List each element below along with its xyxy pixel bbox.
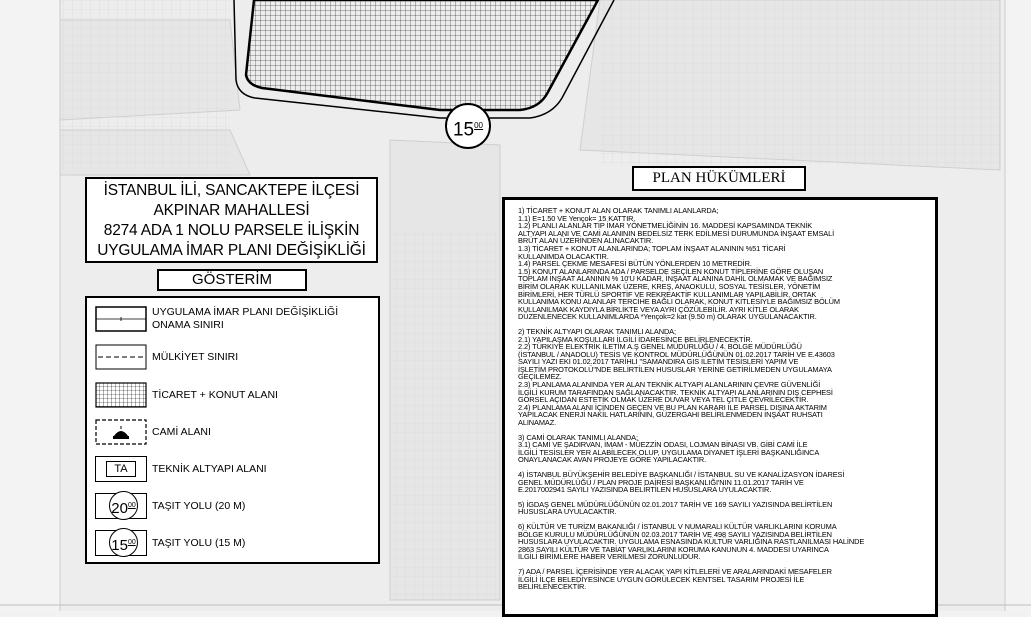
road-badge-sup: 00 [127,539,136,546]
provision-paragraph: 1) TİCARET + KONUT ALAN OLARAK TANIMLI ALANLARDA; 1.1) E=1.50 VE Yençok= 15 KATTIR. 1.2) PLANLI ALANLAR TİP İMAR YÖNETMELİĞİNİN 16. MADDESİ KAPSAMINDA TEKNİK ALTYAPI ALANI VE CAMİ ALANININ BEDELSİZ TERK EDİLMESİ DURUMUNDA İNŞAAT EMSALİ BRÜT ALAN ÜZERİNDEN ALINACAKTIR. 1.3) TİCARET + KONUT ALANLARINDA; TOPLAM İNŞAAT ALANININ %51 TİCARİ KULLANIMDA OLACAKTIR. 1.4) PARSEL ÇEKME MESAFESİ BÜTÜN YÖNLERDEN 10 METREDİR. 1.5) KONUT ALANLARINDA ADA / PARSELDE SEÇİLEN KONUT TİPLERİNE GÖRE OLUŞAN TOPLAM İNŞAAT ALANININ % 10'U KADAR, İNŞAAT ALANINA DAHİL OLMAMAK VE BAĞIMSIZ BİRİM OLARAK KULLANILMAK ÜZERE, KREŞ, ANAOKULU, SOSYAL TESİSLER, YÖNETİM BİRİMLERİ, HER TÜRLÜ SPORTİF VE REKREAKTİF KULLANIMLAR YAPILABİLİR. ORTAK KULLANIMA KONU ALANLAR TERCİHE BAĞLI OLARAK, KONUT KİTLESİYLE BAĞIMSIZ BÖLÜM KULLANILMAK KAYDIYLA BİRLİKTE VEYA AYRI ÇÖZÜLEBİLİR. AYRI KİTLE OLARAK DÜZENLENECEK KULLANIMLARDA *Yençok=2 kat (9.50 m) OLARAK UYGULANACAKTIR. [518,206,840,322]
legend-item-approval-boundary [95,306,375,334]
title-line: UYGULAMA İMAR PLANI DEĞİŞİKLİĞİ [97,242,366,259]
plan-provisions-heading: PLAN HÜKÜMLERİ [632,166,806,191]
road-width-value: 15 [452,119,475,141]
plan-provisions-box [502,197,938,617]
road-badge [109,491,138,520]
legend-label: TİCARET + KONUT ALANI [152,389,278,401]
ta-code: TA [106,461,136,477]
hatch-symbol [95,382,147,408]
road-badge [109,528,138,557]
legend-label: TAŞIT YOLU (15 M) [152,537,246,549]
legend-label: CAMİ ALANI [152,426,211,438]
parcel-outline [0,0,620,140]
legend-label: TEKNİK ALTYAPI ALANI [152,463,267,475]
approval-boundary-symbol [95,306,147,332]
title-line: 8274 ADA 1 NOLU PARSELE İLİŞKİN [103,222,360,239]
road-badge-value: 15 [111,537,128,554]
provision-paragraph: 3) CAMİ OLARAK TANIMLI ALANDA; 3.1) CAMİ VE ŞADIRVAN, İMAM - MÜEZZİN ODASI, LOJMAN BİNASI VB. GİBİ CAMİ İLE İLGİLİ TESİSLER YER ALABİLECEK OLUP, UYGULAMA DİYANET İŞLERİ BAŞKANLIĞINCA ONAYLANACAK AVAN PROJEYE GÖRE YAPILACAKTIR. [518,432,820,465]
property-boundary-symbol [95,344,147,370]
legend-item-technical-infrastructure [95,456,375,484]
legend-heading: GÖSTERİM [157,269,307,291]
legend-label: TAŞIT YOLU (20 M) [152,500,246,512]
legend-label: MÜLKİYET SINIRI [152,351,239,363]
legend-label: UYGULAMA İMAR PLANI DEĞİŞİKLİĞİ ONAMA SINIRI [152,306,339,331]
road-width-label [445,103,491,149]
title-line: AKPINAR MAHALLESİ [153,202,310,219]
title-line: İSTANBUL İLİ, SANCAKTEPE İLÇESİ [103,182,360,199]
road-20-symbol [95,493,147,519]
provision-paragraph: 7) ADA / PARSEL İÇERİSİNDE YER ALACAK YAPI KİTLELERİ VE ARALARINDAKİ MESAFELER İLGİLİ İLÇE BELEDİYESİNCE UYGUN GÖRÜLECEK KENTSEL TASARIM PROJESİ İLE BELİRLENECEKTİR. [518,566,832,592]
road-badge-value: 20 [111,500,128,517]
provision-paragraph: 5) İGDAŞ GENEL MÜDÜRLÜĞÜNÜN 02.01.2017 TARİH VE 169 SAYILI YAZISINDA BELİRTİLEN HUSUSLARA UYULACAKTIR. [518,499,833,517]
road-width-sup: 00 [474,121,484,130]
provision-paragraph: 6) KÜLTÜR VE TURİZM BAKANLIĞI / İSTANBUL V NUMARALI KÜLTÜR VARLIKLARINI KORUMA BÖLGE KURULU MÜDÜRLÜĞÜNÜN 02.03.2017 TARİH VE 498 SAYILI YAZISINDA BELİRTİLEN HUSUSLARA UYULACAKTIR. UYGULAMA ESNASINDA KÜLTÜR VARLIĞINA RASTLANILMASI HALİNDE 2863 SAYILI KÜLTÜR VE TABİAT VARLIKLARINI KORUMA KANUNUN 4. MADDESİ UYARINCA İLGİLİ BİRİMLERE HABER VERİLMESİ ZORUNLUDUR. [518,521,865,562]
legend-item-property-boundary [95,344,375,372]
road-15-symbol [95,530,147,556]
legend-item-mosque [95,419,375,447]
provision-paragraph: 4) İSTANBUL BÜYÜKŞEHİR BELEDİYE BAŞKANLIĞI / İSTANBUL SU VE KANALİZASYON İDARESİ GENEL MÜDÜRLÜĞÜ / PLAN PROJE DAİRESİ BAŞKANLIĞI'NIN 11.01.2017 TARİH VE E.2017002941 SAYILI YAZISINDA BELİRTİLEN HUSUSLARA UYULACAKTIR. [518,470,845,495]
ta-symbol [95,456,147,482]
legend-box [85,296,380,564]
mosque-icon [95,419,147,445]
road-badge-sup: 00 [127,502,136,509]
legend-item-road-15 [95,530,375,558]
provision-paragraph: 2) TEKNİK ALTYAPI OLARAK TANIMLI ALANDA; 2.1) YAPILAŞMA KOŞULLARI İLGİLİ İDARESİNCE BELİRLENECEKTİR. 2.2) TÜRKİYE ELEKTRİK İLETİM A.Ş GENEL MÜDÜRLÜĞÜ / 4. BÖLGE MÜDÜRLÜĞÜ (İSTANBUL / ANADOLU) TESİS VE KONTROL MÜDÜRLÜĞÜNÜN 01.02.2017 TARİH VE E.43603 SAYILI YAZI EKİ 01.02.2017 TARİHLİ "SAMANDIRA GIS İLETİM TESİSLERİ YAPIM VE İŞLETİM PROTOKOLÜ"NDE BELİRTİLEN HUSUSLAR YERİNE GETİRİLMEDEN UYGULAMAYA GEÇİLEMEZ. 2.3) PLANLAMA ALANINDA YER ALAN TEKNİK ALTYAPI ALANLARININ ÇEVRE GÜVENLİĞİ İLGİLİ KURUM TARAFINDAN SAĞLANACAKTIR. TEKNİK ALTYAPI ALANLARININ DIŞ CEPHESİ GÖRSEL AÇIDAN ESTETİK OLMAK ÜZERE DUVAR VEYA TEL ÇİTLE ÇEVRİLECEKTİR. 2.4) PLANLAMA ALANI İÇİNDEN GEÇEN VE BU PLAN KARARI İLE PARSEL DIŞINA AKTARIM YAPILACAK ENERJİ NAKİL HATLARININ, GÜZERGAHI BELİRLENMEDEN İNŞAAT RUHSATI ALINAMAZ. [518,326,835,428]
plan-title-box [85,177,378,263]
legend-item-commercial-residential [95,382,375,410]
legend-item-road-20 [95,493,375,521]
